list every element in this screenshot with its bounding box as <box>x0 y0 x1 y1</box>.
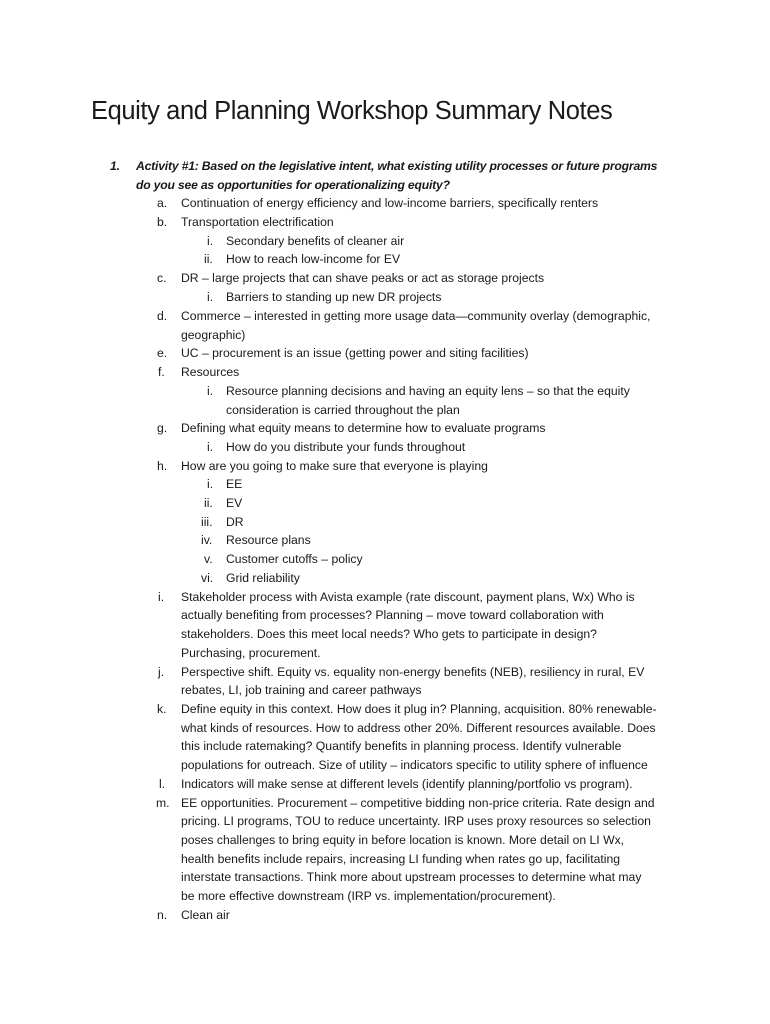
list-marker: m. <box>156 796 170 810</box>
sub-marker: vi. <box>201 571 214 585</box>
sub-item-text: Barriers to standing up new DR projects <box>226 290 442 304</box>
sub-item-text: Secondary benefits of cleaner air <box>226 234 405 248</box>
list-marker: e. <box>157 346 168 360</box>
list-item-text: populations for outreach. Size of utility – indicators specific to utility sphere of influence <box>181 758 648 772</box>
list-item-text: Indicators will make sense at different levels (identify planning/portfolio vs program). <box>181 777 633 791</box>
list-item-text: pricing. LI programs, TOU to reduce uncertainty. IRP uses proxy resources so selection <box>181 814 651 828</box>
sub-marker: i. <box>207 290 214 304</box>
list-item-text: Continuation of energy efficiency and low-income barriers, specifically renters <box>181 196 599 210</box>
list-item-text: Define equity in this context. How does it plug in? Planning, acquisition. 80% renewable- <box>181 702 657 716</box>
list-item-text: Clean air <box>181 908 230 922</box>
list-item-text: Stakeholder process with Avista example (rate discount, payment plans, Wx) Who is <box>181 590 635 604</box>
list-marker: b. <box>157 215 168 229</box>
sub-item-text: How to reach low-income for EV <box>226 252 401 266</box>
list-item-text: be more effective downstream (IRP vs. implementation/procurement). <box>181 889 556 903</box>
list-item-text: rebates, LI, job training and career pathways <box>181 683 422 697</box>
sub-marker: v. <box>204 552 213 566</box>
sub-marker: ii. <box>204 496 213 510</box>
question-text: do you see as opportunities for operationalizing equity? <box>136 178 450 192</box>
list-item-text: Perspective shift. Equity vs. equality non-energy benefits (NEB), resiliency in rural, EV <box>181 665 645 679</box>
list-marker: j. <box>158 665 165 679</box>
list-marker: d. <box>157 309 168 323</box>
list-marker: n. <box>157 908 168 922</box>
list-item-text: DR – large projects that can shave peaks or act as storage projects <box>181 271 545 285</box>
list-marker: a. <box>157 196 168 210</box>
list-marker: c. <box>157 271 167 285</box>
list-marker: f. <box>158 365 165 379</box>
list-marker: i. <box>158 590 165 604</box>
list-marker: l. <box>159 777 166 791</box>
question-number: 1. <box>110 159 120 173</box>
sub-marker: i. <box>207 384 214 398</box>
sub-item-text: Customer cutoffs – policy <box>226 552 363 566</box>
list-item-text: Purchasing, procurement. <box>181 646 321 660</box>
list-item-text: Commerce – interested in getting more usage data—community overlay (demographic, <box>181 309 651 323</box>
sub-item-text: EE <box>226 477 243 491</box>
sub-item-text: consideration is carried throughout the plan <box>226 403 460 417</box>
sub-item-text: How do you distribute your funds throughout <box>226 440 466 454</box>
list-item-text: Resources <box>181 365 240 379</box>
sub-marker: ii. <box>204 252 213 266</box>
sub-item-text: Grid reliability <box>226 571 300 585</box>
sub-marker: i. <box>207 477 214 491</box>
list-item-text: what kinds of resources. How to address other 20%. Different resources available. Does <box>181 721 656 735</box>
sub-marker: i. <box>207 234 214 248</box>
list-item-text: UC – procurement is an issue (getting power and siting facilities) <box>181 346 529 360</box>
sub-item-text: Resource planning decisions and having an equity lens – so that the equity <box>226 384 630 398</box>
sub-marker: i. <box>207 440 214 454</box>
list-item-text: EE opportunities. Procurement – competitive bidding non-price criteria. Rate design and <box>181 796 655 810</box>
list-item-text: geographic) <box>181 328 246 342</box>
sub-marker: iii. <box>201 515 213 529</box>
sub-item-text: Resource plans <box>226 533 311 547</box>
list-item-text: health benefits include repairs, increasing LI funding when rates go up, facilitating <box>181 852 621 866</box>
sub-marker: iv. <box>201 533 213 547</box>
list-item-text: Transportation electrification <box>181 215 334 229</box>
list-marker: h. <box>157 459 168 473</box>
list-item-text: this include ratemaking? Quantify benefits in planning process. Identify vulnerable <box>181 739 622 753</box>
list-marker: k. <box>157 702 167 716</box>
question-text: Activity #1: Based on the legislative intent, what existing utility processes or future programs <box>136 159 658 173</box>
sub-item-text: DR <box>226 515 244 529</box>
list-item-text: stakeholders. Does this meet local needs? Who gets to participate in design? <box>181 627 597 641</box>
list-item-text: Defining what equity means to determine how to evaluate programs <box>181 421 546 435</box>
page-title: Equity and Planning Workshop Summary Notes <box>91 97 613 125</box>
list-item-text: interstate transactions. Think more about upstream processes to determine what may <box>181 870 642 884</box>
list-marker: g. <box>157 421 168 435</box>
list-item-text: How are you going to make sure that everyone is playing <box>181 459 488 473</box>
list-item-text: actually benefiting from processes? Planning – move toward collaboration with <box>181 608 604 622</box>
list-item-text: poses challenges to bring equity in before location is known. More detail on LI Wx, <box>181 833 625 847</box>
sub-item-text: EV <box>226 496 243 510</box>
